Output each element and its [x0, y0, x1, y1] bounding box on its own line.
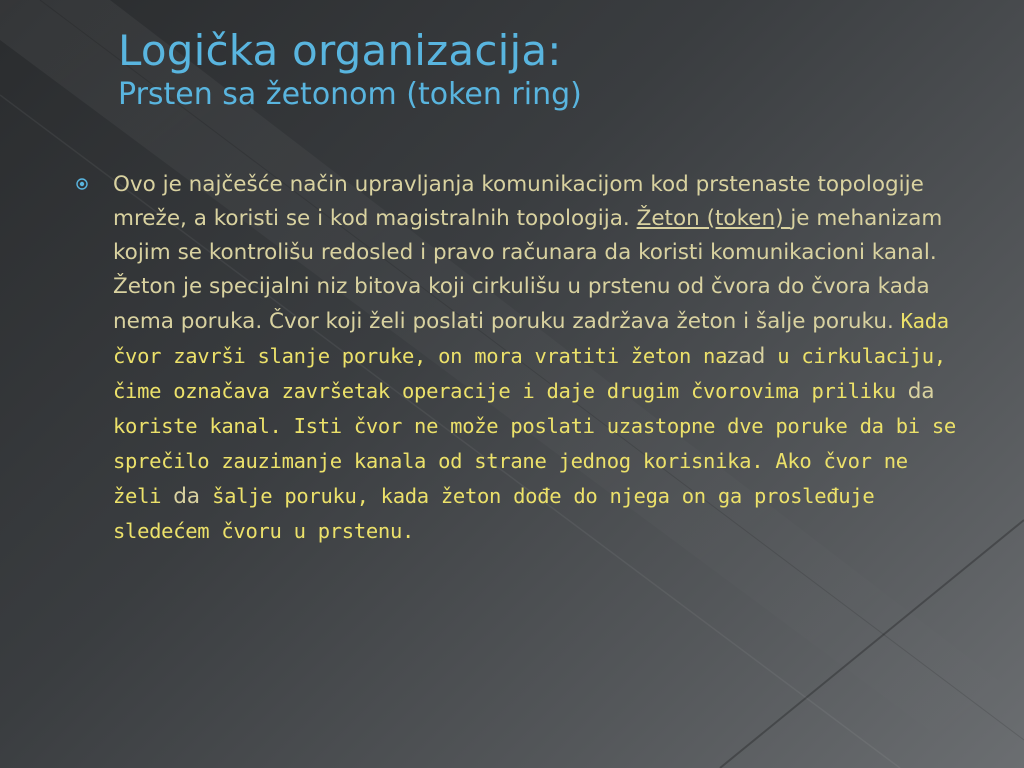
slide-subtitle: Prsten sa žetonom (token ring) — [118, 77, 582, 112]
title-block — [118, 26, 998, 114]
circle-dot-icon — [76, 178, 88, 190]
token-link[interactable]: Žeton (token) — [636, 206, 791, 231]
paragraph-segment-6: kanal. Isti čvor ne može poslati uzastopne dve poruke da bi se sprečilo zauzimanje kanala od strane jednog korisnika. Ako čvor ne želi — [113, 414, 956, 508]
paragraph-segment-5: koriste — [113, 414, 198, 438]
paragraph-segment-7: šalje poruku, kada žeton dođe do njega on ga prosleđuje sledećem čvoru u prstenu. — [113, 484, 875, 543]
bullet-item — [76, 168, 956, 549]
bullet-paragraph — [113, 168, 956, 549]
slide-content — [76, 168, 956, 549]
paragraph-segment-2: je mehanizam kojim se kontrolišu redosled i pravo računara da koristi komunikacioni kanal. Žeton je specijalni niz bitova koji cirkulišu u prstenu od čvora do čvora kada nema poruka. Čvor koji želi poslati poruku zadržava žeton i šalje poruku. — [113, 206, 943, 334]
paragraph-segment-6b: da — [173, 484, 201, 509]
paragraph-segment-1: Ovo je najčešće način upravljanja komunikacijom kod prstenaste topologije mreže, a koristi se i kod magistralnih topologija. — [113, 172, 924, 231]
paragraph-segment-3: Kada čvor završi slanje poruke, on mora vratiti žeton na — [113, 309, 949, 368]
paragraph-segment-4: u cirkulaciju, čime označava završetak operacije i daje drugim čvorovima priliku — [113, 344, 946, 403]
slide-title: Logička organizacija: — [118, 26, 562, 75]
paragraph-segment-3b: zad — [727, 344, 766, 369]
paragraph-segment-4b: da — [907, 379, 935, 404]
